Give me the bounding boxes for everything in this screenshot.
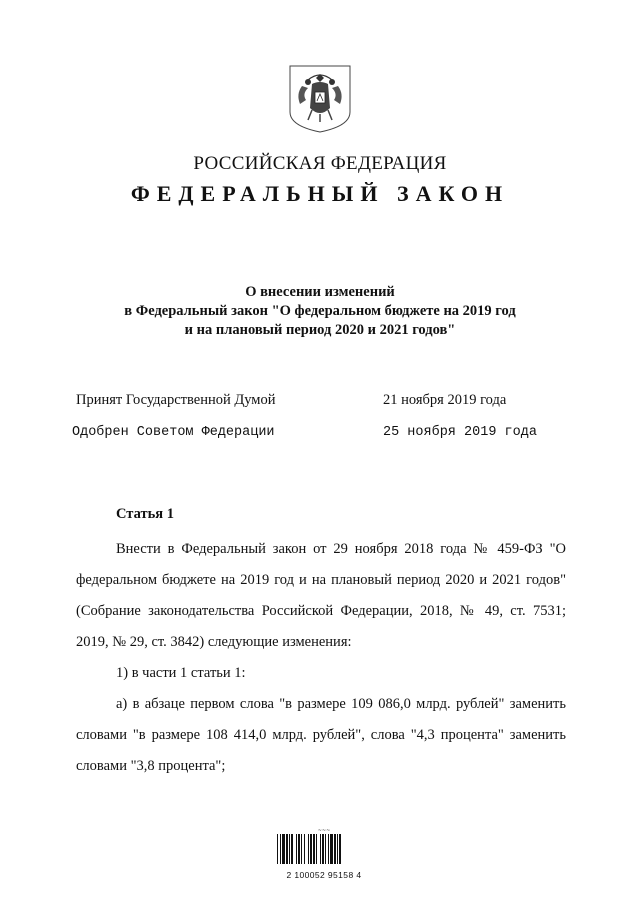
- barcode-bar: [308, 834, 309, 864]
- barcode-bar: [301, 834, 302, 864]
- law-title-line-2: в Федеральный закон "О федеральном бюджете на 2019 год: [124, 303, 516, 319]
- article-item-1a: а) в абзаце первом слова "в размере 109 086,0 млрд. рублей" заменить словами "в размере 108 414,0 млрд. рублей", слова "4,3 процента" заменить словами "3,8 процента";: [76, 696, 566, 774]
- barcode-bar: [296, 834, 297, 864]
- barcode-icon: [276, 834, 372, 864]
- article-item-1: 1) в части 1 статьи 1:: [116, 665, 246, 681]
- article-heading: Статья 1: [116, 506, 174, 522]
- barcode-mark: ~~~: [317, 828, 331, 834]
- barcode-bar: [286, 834, 288, 864]
- barcode-bar: [334, 834, 336, 864]
- barcode-bar: [280, 834, 281, 864]
- law-title-line-3: и на плановый период 2020 и 2021 годов": [184, 322, 456, 338]
- duma-adoption-label: Принят Государственной Думой: [76, 392, 276, 408]
- barcode-bar: [316, 834, 317, 864]
- barcode-bar: [304, 834, 305, 864]
- barcode-bar: [330, 834, 333, 864]
- article-intro-paragraph: Внести в Федеральный закон от 29 ноября 2018 года № 459-ФЗ "О федеральном бюджете на 2019 год и на плановый период 2020 и 2021 годов" (Собрание законодательства Российской Федерации, 2018, № 49, ст. 7531; 2019, № 29, ст. 3842) следующие изменения:: [76, 541, 566, 650]
- barcode-bar: [339, 834, 341, 864]
- barcode-bar: [310, 834, 312, 864]
- barcode-bar: [313, 834, 315, 864]
- barcode-bar: [337, 834, 338, 864]
- barcode-bar: [322, 834, 324, 864]
- country-name: РОССИЙСКАЯ ФЕДЕРАЦИЯ: [193, 153, 447, 174]
- duma-adoption-date: 21 ноября 2019 года: [383, 392, 507, 408]
- barcode: [276, 828, 372, 880]
- barcode-bar: [289, 834, 290, 864]
- document-type: ФЕДЕРАЛЬНЫЙ ЗАКОН: [130, 181, 510, 206]
- barcode-bar: [282, 834, 285, 864]
- barcode-bar: [328, 834, 329, 864]
- barcode-bar: [291, 834, 293, 864]
- council-approval-date: 25 ноября 2019 года: [383, 425, 537, 440]
- barcode-bar: [320, 834, 321, 864]
- barcode-number: 2 100052 95158 4: [286, 870, 362, 880]
- barcode-bar: [325, 834, 326, 864]
- law-title: [60, 283, 580, 340]
- barcode-bar: [277, 834, 278, 864]
- council-approval-label: Одобрен Советом Федерации: [72, 425, 275, 440]
- article-body: [76, 534, 566, 782]
- barcode-bar: [298, 834, 300, 864]
- emblem-icon: [288, 64, 352, 134]
- law-title-line-1: О внесении изменений: [245, 284, 395, 300]
